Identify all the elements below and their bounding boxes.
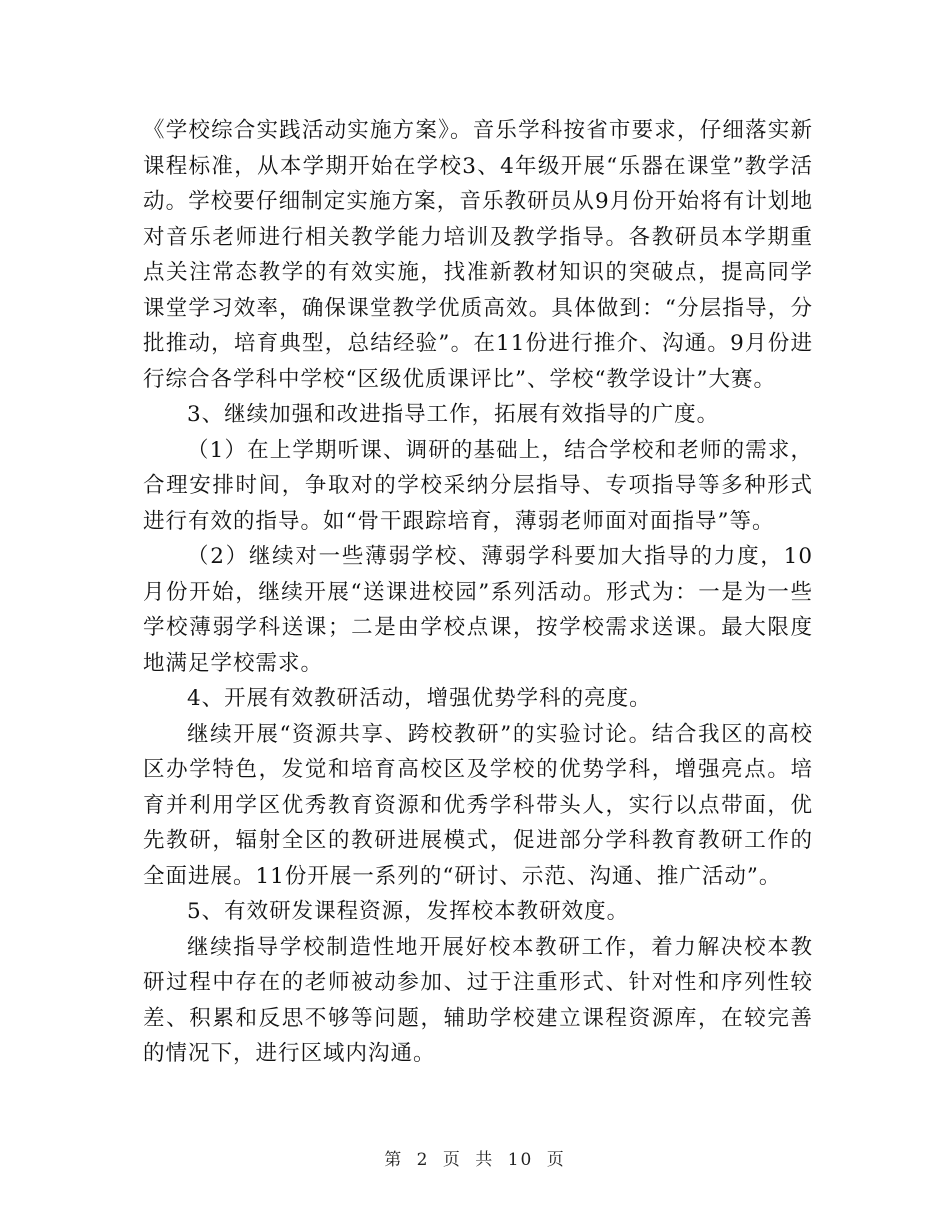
paragraph-item-2: （2）继续对一些薄弱学校、薄弱学科要加大指导的力度，10月份开始，继续开展“送课进校园”系列活动。形式为：一是为一些学校薄弱学科送课；二是由学校点课，按学校需求送课。最大限度地满足学校需求。 — [143, 544, 813, 676]
section-heading-5: 5、有效研发课程资源，发挥校本教研效度。 — [187, 899, 630, 924]
document-body — [143, 113, 813, 1072]
page-number-footer: 第 2 页 共 10 页 — [384, 1150, 566, 1170]
paragraph-continuation: 《学校综合实践活动实施方案》。音乐学科按省市要求，仔细落实新课程标准，从本学期开始在学校3、4年级开展“乐器在课堂”教学活动。学校要仔细制定实施方案，音乐教研员从9月份开始将有计划地对音乐老师进行相关教学能力培训及教学指导。各教研员本学期重点关注常态教学的有效实施，找准新教材知识的突破点，提高同学课堂学习效率，确保课堂教学优质高效。具体做到：“分层指导，分批推动，培育典型，总结经验”。在11份进行推介、沟通。9月份进行综合各学科中学校“区级优质课评比”、学校“教学设计”大赛。 — [143, 118, 813, 392]
paragraph-section-4: 继续开展“资源共享、跨校教研”的实验讨论。结合我区的高校区办学特色，发觉和培育高校区及学校的优势学科，增强亮点。培育并利用学区优秀教育资源和优秀学科带头人，实行以点带面，优先教研，辐射全区的教研进展模式，促进部分学科教育教研工作的全面进展。11份开展一系列的“研讨、示范、沟通、推广活动”。 — [143, 721, 813, 889]
paragraph-item-1: （1）在上学期听课、调研的基础上，结合学校和老师的需求，合理安排时间，争取对的学校采纳分层指导、专项指导等多种形式进行有效的指导。如“骨干跟踪培育，薄弱老师面对面指导”等。 — [143, 437, 813, 534]
paragraph-section-5: 继续指导学校制造性地开展好校本教研工作，着力解决校本教研过程中存在的老师被动参加、过于注重形式、针对性和序列性较差、积累和反思不够等问题，辅助学校建立课程资源库，在较完善的情况下，进行区域内沟通。 — [143, 934, 813, 1066]
section-heading-3: 3、继续加强和改进指导工作，拓展有效指导的广度。 — [187, 402, 720, 427]
section-heading-4: 4、开展有效教研活动，增强优势学科的亮度。 — [187, 686, 652, 711]
